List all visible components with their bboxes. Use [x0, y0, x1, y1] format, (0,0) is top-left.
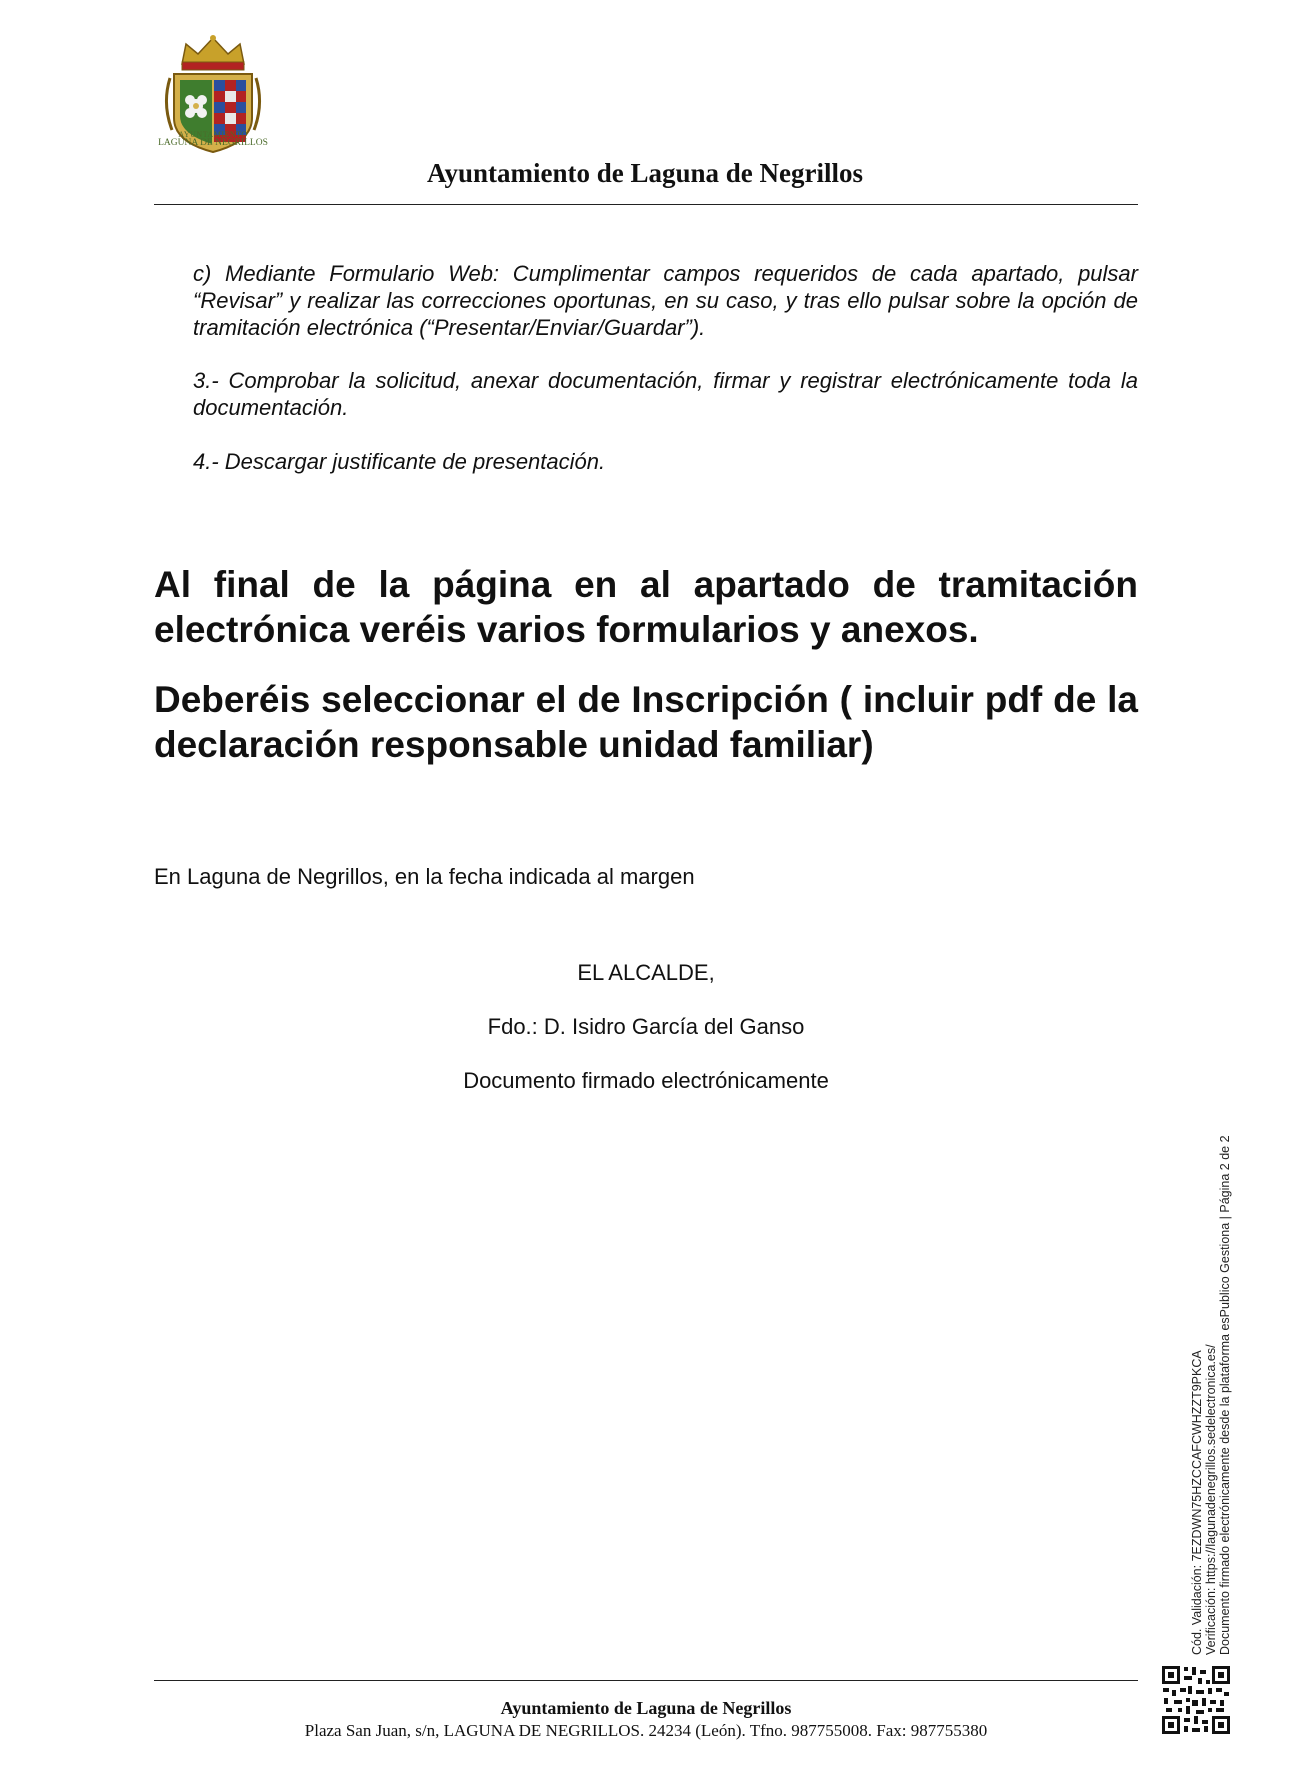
- logo-caption: [140, 131, 286, 149]
- platform-note: Documento firmado electrónicamente desde la plataforma esPublico Gestiona | Página 2 de 2: [1218, 1135, 1232, 1655]
- qr-code-icon[interactable]: [1160, 1664, 1232, 1736]
- signature-signer: Fdo.: D. Isidro García del Ganso: [487, 1014, 805, 1039]
- footer-address: Plaza San Juan, s/n, LAGUNA DE NEGRILLOS. 24234 (León). Tfno. 987755008. Fax: 987755380: [304, 1721, 988, 1740]
- signature-note: Documento firmado electrónicamente: [463, 1068, 829, 1093]
- step-4-download-receipt: 4.- Descargar justificante de presentación.: [193, 449, 606, 474]
- validation-code: Cód. Validación: 7EZDWN75HZCCAFCWHZZT9PKCA: [1190, 1350, 1204, 1655]
- place-date: En Laguna de Negrillos, en la fecha indicada al margen: [154, 864, 695, 889]
- verification-margin: [1190, 1135, 1232, 1655]
- step-3-check-request: 3.- Comprobar la solicitud, anexar documentación, firmar y registrar electrónicamente toda la documentación.: [193, 368, 1138, 420]
- notice-forms: Al final de la página en al apartado de tramitación electrónica veréis varios formularios y anexos.: [154, 564, 1138, 650]
- header-rule: [154, 204, 1138, 205]
- logo-caption-line2: LAGUNA DE NEGRILLOS: [158, 138, 268, 149]
- footer-rule: [154, 1680, 1138, 1681]
- notice-select-inscription: Deberéis seleccionar el de Inscripción ( incluir pdf de la declaración responsable unidad familiar): [154, 679, 1138, 765]
- footer-name: Ayuntamiento de Laguna de Negrillos: [500, 1698, 792, 1718]
- signature-role: EL ALCALDE,: [577, 960, 715, 985]
- verification-url[interactable]: Verificación: https://lagunadenegrillos.sedelectronica.es/: [1204, 1344, 1218, 1655]
- header-title: Ayuntamiento de Laguna de Negrillos: [426, 158, 864, 188]
- logo-caption-line1: AYUNTAMIENTO: [178, 130, 248, 139]
- step-c-web-form: c) Mediante Formulario Web: Cumplimentar campos requeridos de cada apartado, pulsar “Revisar” y realizar las correcciones oportunas, en su caso, y tras ello pulsar sobre la opción de tramitación electrónica (“Presentar/Enviar/Guardar”).: [193, 261, 1138, 340]
